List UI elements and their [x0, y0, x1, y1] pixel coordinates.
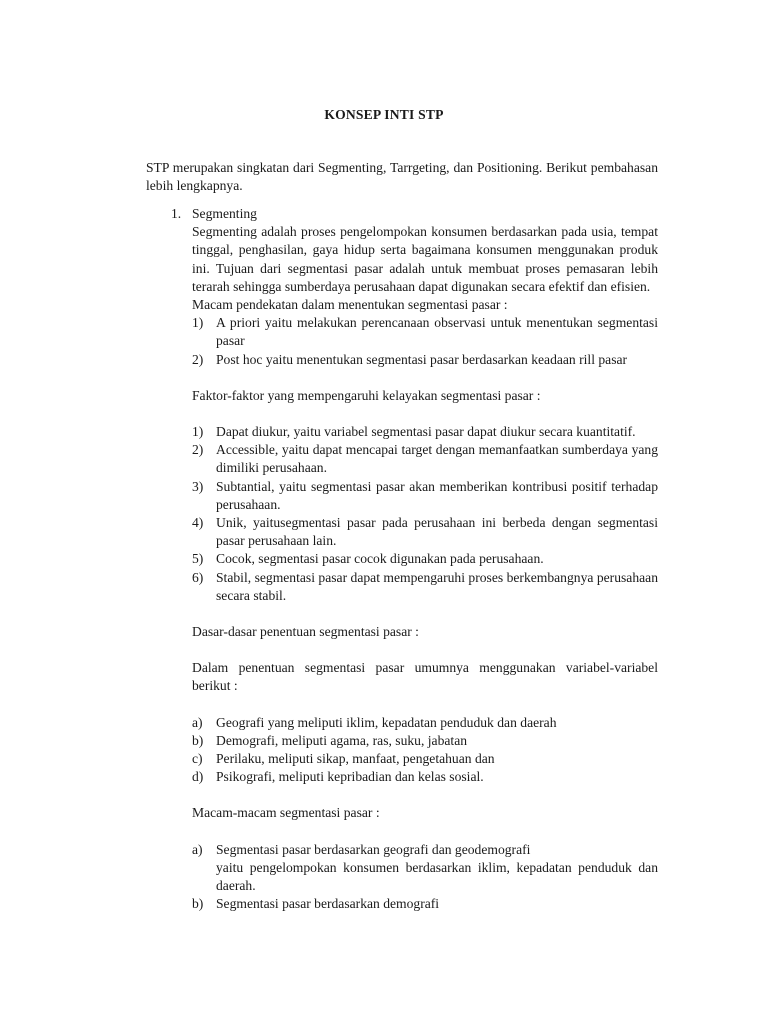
spacer — [192, 641, 658, 659]
list-text: Segmentasi pasar berdasarkan demografi — [216, 896, 440, 912]
list-item — [192, 750, 658, 768]
list-item — [192, 768, 658, 786]
list-text: Dapat diukur, yaitu variabel segmentasi pasar dapat diukur secara kuantitatif. — [216, 424, 636, 440]
types-heading: Macam-macam segmentasi pasar : — [192, 805, 380, 821]
section-number: 1. — [171, 206, 182, 221]
list-text: Post hoc yaitu menentukan segmentasi pasar berdasarkan keadaan rill pasar — [216, 351, 628, 367]
list-item — [192, 478, 658, 514]
list-marker: 2) — [192, 442, 204, 458]
list-item — [192, 550, 658, 568]
list-item — [192, 714, 658, 732]
approach-list — [192, 314, 658, 369]
list-item-detail: yaitu pengelompokan konsumen berdasarkan iklim, kepadatan penduduk dan daerah. — [216, 859, 658, 894]
intro-paragraph: STP merupakan singkatan dari Segmenting, Tarrgeting, dan Positioning. Berikut pembahasan lebih lengkapnya. — [146, 160, 658, 194]
list-text: A priori yaitu melakukan perencanaan observasi untuk menentukan segmentasi pasar — [216, 315, 658, 349]
list-item — [192, 569, 658, 605]
spacer — [192, 369, 658, 387]
section-description: Segmenting adalah proses pengelompokan konsumen berdasarkan pada usia, tempat tinggal, penghasilan, gaya hidup serta bagaimana konsumen menggunakan produk ini. Tujuan dari segmentasi pasar adalah untuk membuat proses pemasaran lebih terarah sehingga sumberdaya perusahaan dapat digunakan secara efektif dan efisien. — [192, 224, 658, 294]
spacer — [192, 605, 658, 623]
list-text: Accessible, yaitu dapat mencapai target dengan memanfaatkan sumberdaya yang dimiliki perusahaan. — [216, 442, 658, 476]
list-marker: a) — [192, 714, 203, 730]
list-marker: a) — [192, 841, 203, 857]
list-marker: 3) — [192, 478, 204, 494]
basis-heading: Dasar-dasar penentuan segmentasi pasar : — [192, 624, 419, 640]
basis-intro: Dalam penentuan segmentasi pasar umumnya menggunakan variabel-variabel berikut : — [192, 660, 658, 694]
list-marker: b) — [192, 732, 204, 748]
section-segmenting — [192, 205, 658, 914]
list-item — [192, 732, 658, 750]
spacer — [192, 696, 658, 714]
list-text: Demografi, meliputi agama, ras, suku, jabatan — [216, 732, 468, 748]
list-marker: 5) — [192, 551, 204, 567]
variables-list — [192, 714, 658, 787]
list-item — [192, 423, 658, 441]
page-title: KONSEP INTI STP — [324, 107, 444, 122]
spacer — [192, 786, 658, 804]
section-heading: Segmenting — [192, 206, 257, 221]
list-text: Perilaku, meliputi sikap, manfaat, pengetahuan dan — [216, 751, 495, 767]
list-marker: d) — [192, 769, 204, 785]
list-marker: 2) — [192, 351, 204, 367]
list-text: Cocok, segmentasi pasar cocok digunakan pada perusahaan. — [216, 551, 544, 567]
list-text: Psikografi, meliputi kepribadian dan kelas sosial. — [216, 769, 484, 785]
factors-list — [192, 423, 658, 605]
factors-heading: Faktor-faktor yang mempengaruhi kelayakan segmentasi pasar : — [192, 387, 541, 403]
spacer — [192, 823, 658, 841]
list-text: Subtantial, yaitu segmentasi pasar akan memberikan kontribusi positif terhadap perusahaan. — [216, 478, 658, 512]
list-item — [192, 314, 658, 350]
list-marker: b) — [192, 896, 204, 912]
list-marker: c) — [192, 751, 203, 767]
approach-heading: Macam pendekatan dalam menentukan segmentasi pasar : — [192, 297, 508, 313]
list-marker: 1) — [192, 424, 204, 440]
list-marker: 6) — [192, 569, 204, 585]
list-text: Geografi yang meliputi iklim, kepadatan penduduk dan daerah — [216, 714, 557, 730]
list-item — [192, 895, 658, 913]
list-marker: 4) — [192, 515, 204, 531]
types-list — [192, 841, 658, 914]
list-text: Stabil, segmentasi pasar dapat mempengaruhi proses berkembangnya perusahaan secara stabil. — [216, 569, 658, 603]
list-text: Segmentasi pasar berdasarkan geografi dan geodemografi — [216, 841, 531, 857]
list-item — [192, 351, 658, 369]
list-marker: 1) — [192, 315, 204, 331]
spacer — [192, 405, 658, 423]
list-text: Unik, yaitusegmentasi pasar pada perusahaan ini berbeda dengan segmentasi pasar perusahaan lain. — [216, 515, 658, 549]
list-item — [192, 841, 658, 859]
list-item — [192, 441, 658, 477]
list-item — [192, 514, 658, 550]
